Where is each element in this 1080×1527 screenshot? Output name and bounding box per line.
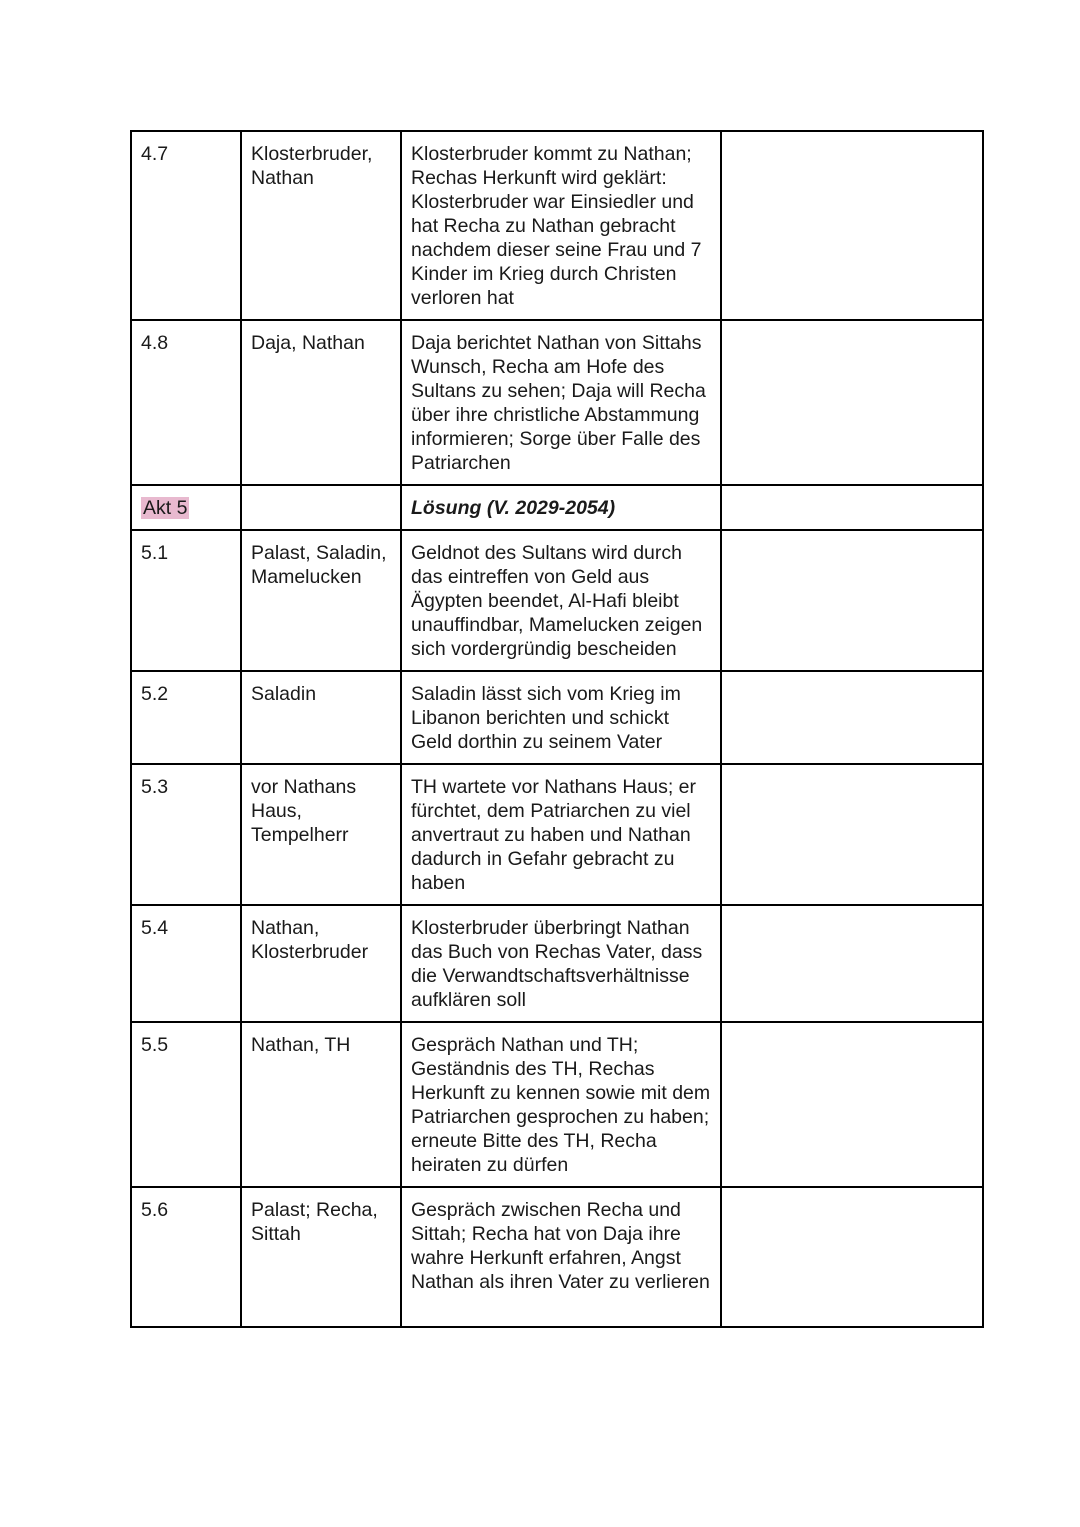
scene-people: Palast, Saladin, Mamelucken xyxy=(241,530,401,671)
scene-people: vor Nathans Haus, Tempelherr xyxy=(241,764,401,905)
scene-people: Palast; Recha, Sittah xyxy=(241,1187,401,1327)
act-label-highlight: Akt 5 xyxy=(143,497,188,519)
scene-content: Gespräch Nathan und TH; Geständnis des TH, Rechas Herkunft zu kennen sowie mit dem Patriarchen gesprochen zu haben; erneute Bitte des TH, Recha heiraten zu dürfen xyxy=(401,1022,721,1187)
scene-overview-table xyxy=(130,130,984,1328)
scene-number: 5.1 xyxy=(131,530,241,671)
scene-notes xyxy=(721,1187,983,1327)
scene-notes xyxy=(721,905,983,1022)
scene-number: 5.3 xyxy=(131,764,241,905)
scene-content: Daja berichtet Nathan von Sittahs Wunsch, Recha am Hofe des Sultans zu sehen; Daja will Recha über ihre christliche Abstammung informieren; Sorge über Falle des Patriarchen xyxy=(401,320,721,485)
scene-content: Geldnot des Sultans wird durch das eintreffen von Geld aus Ägypten beendet, Al-Hafi bleibt unauffindbar, Mamelucken zeigen sich vordergründig bescheiden xyxy=(401,530,721,671)
table-row-5-3 xyxy=(131,764,983,905)
table-row-4-7 xyxy=(131,131,983,320)
scene-notes xyxy=(721,671,983,764)
scene-people: Nathan, TH xyxy=(241,1022,401,1187)
scene-content: Saladin lässt sich vom Krieg im Libanon berichten und schickt Geld dorthin zu seinem Vater xyxy=(401,671,721,764)
scene-notes xyxy=(721,320,983,485)
act-people xyxy=(241,485,401,530)
table-row-act-5 xyxy=(131,485,983,530)
table-row-5-5 xyxy=(131,1022,983,1187)
scene-notes xyxy=(721,1022,983,1187)
table-row-5-1 xyxy=(131,530,983,671)
scene-people: Klosterbruder, Nathan xyxy=(241,131,401,320)
scene-people: Nathan, Klosterbruder xyxy=(241,905,401,1022)
table-row-5-6 xyxy=(131,1187,983,1327)
scene-number: 5.6 xyxy=(131,1187,241,1327)
scene-people: Saladin xyxy=(241,671,401,764)
scene-notes xyxy=(721,131,983,320)
scene-number: 4.7 xyxy=(131,131,241,320)
scene-content: TH wartete vor Nathans Haus; er fürchtet, dem Patriarchen zu viel anvertraut zu haben und Nathan dadurch in Gefahr gebracht zu haben xyxy=(401,764,721,905)
table-row-4-8 xyxy=(131,320,983,485)
act-notes xyxy=(721,485,983,530)
scene-content: Klosterbruder überbringt Nathan das Buch von Rechas Vater, dass die Verwandtschaftsverhältnisse aufklären soll xyxy=(401,905,721,1022)
document-page xyxy=(130,130,982,1328)
scene-number: 4.8 xyxy=(131,320,241,485)
scene-notes xyxy=(721,764,983,905)
act-title: Lösung (V. 2029-2054) xyxy=(401,485,721,530)
table-row-5-4 xyxy=(131,905,983,1022)
scene-people: Daja, Nathan xyxy=(241,320,401,485)
scene-number: 5.2 xyxy=(131,671,241,764)
act-number xyxy=(131,485,241,530)
scene-number: 5.4 xyxy=(131,905,241,1022)
scene-content: Gespräch zwischen Recha und Sittah; Recha hat von Daja ihre wahre Herkunft erfahren, Angst Nathan als ihren Vater zu verlieren xyxy=(401,1187,721,1327)
scene-content: Klosterbruder kommt zu Nathan; Rechas Herkunft wird geklärt: Klosterbruder war Einsiedler und hat Recha zu Nathan gebracht nachdem dieser seine Frau und 7 Kinder im Krieg durch Christen verloren hat xyxy=(401,131,721,320)
table-row-5-2 xyxy=(131,671,983,764)
scene-number: 5.5 xyxy=(131,1022,241,1187)
scene-notes xyxy=(721,530,983,671)
